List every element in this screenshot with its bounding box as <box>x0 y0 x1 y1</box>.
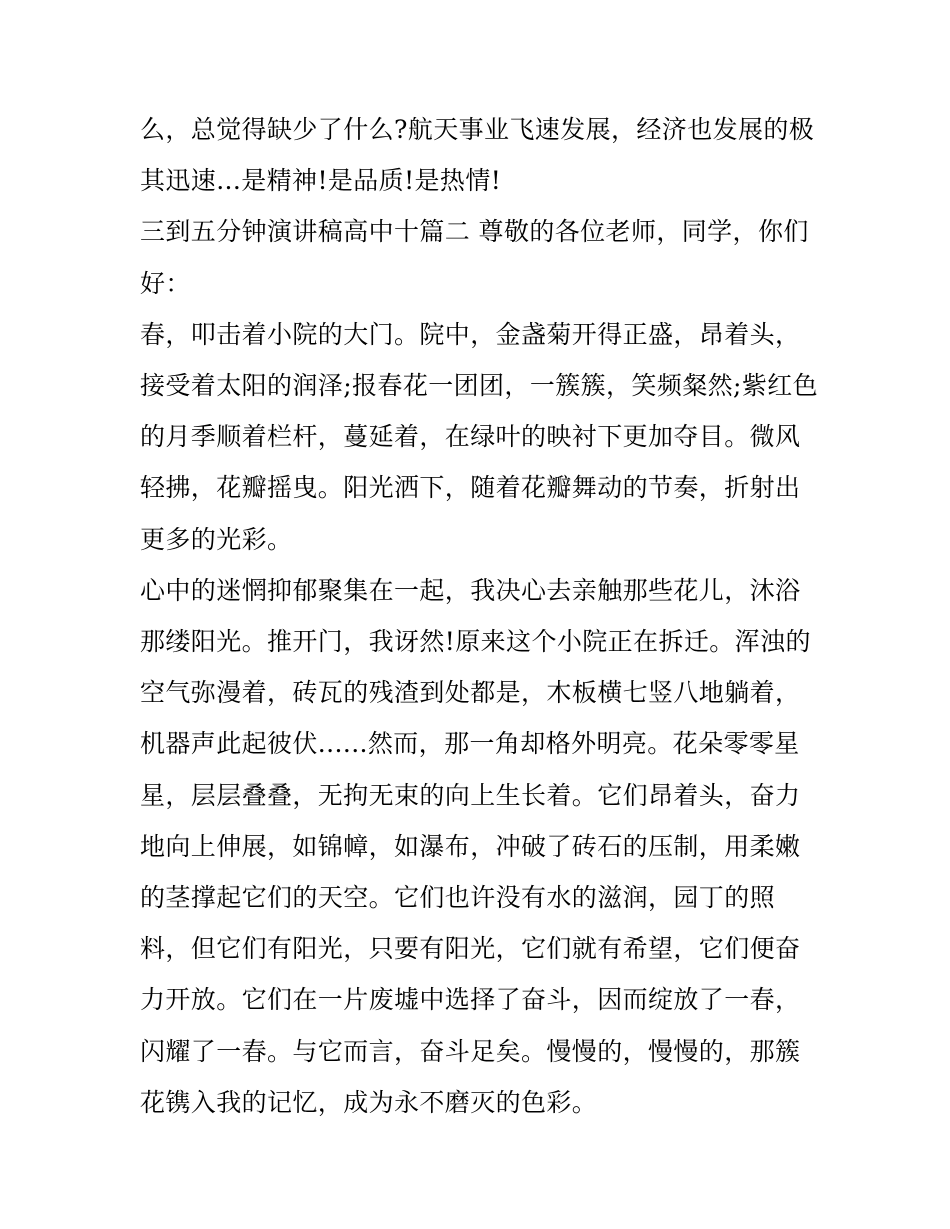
paragraph-2: 三到五分钟演讲稿高中十篇二 尊敬的各位老师，同学，你们好： <box>140 217 809 298</box>
paragraph-3: 春，叩击着小院的大门。院中，金盏菊开得正盛，昂着头，接受着太阳的润泽;报春花一团团，一簇簇，笑频粲然;紫红色的月季顺着栏杆，蔓延着，在绿叶的映衬下更加夺目。微风轻拂，花瓣摇曳。阳光洒下，随着花瓣舞动的节奏，折射出更多的光彩。 <box>140 319 819 554</box>
paragraph-1: 么，总觉得缺少了什么?航天事业飞速发展，经济也发展的极其迅速...是精神!是品质!是热情! <box>140 115 815 196</box>
document-body <box>140 104 820 1128</box>
paragraph-4: 心中的迷惘抑郁聚集在一起，我决心去亲触那些花儿，沐浴那缕阳光。推开门，我讶然!原来这个小院正在拆迁。浑浊的空气弥漫着，砖瓦的残渣到处都是，木板横七竖八地躺着，机器声此起彼伏......然而，那一角却格外明亮。花朵零零星星，层层叠叠，无拘无束的向上生长着。它们昂着头，奋力地向上伸展，如锦幛，如瀑布，冲破了砖石的压制，用柔嫩的茎撑起它们的天空。它们也许没有水的滋润，园丁的照料，但它们有阳光，只要有阳光，它们就有希望，它们便奋力开放。它们在一片废墟中选择了奋斗，因而绽放了一春，闪耀了一春。与它而言，奋斗足矣。慢慢的，慢慢的，那簇花镌入我的记忆，成为永不磨灭的色彩。 <box>140 575 811 1117</box>
